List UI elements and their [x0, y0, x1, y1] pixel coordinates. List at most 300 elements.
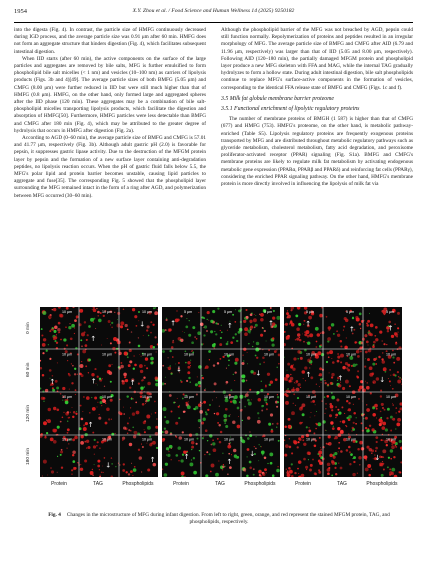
fluorescence-speckle — [128, 473, 130, 475]
fluorescence-speckle — [291, 475, 294, 477]
scale-bar-label: 10 μm — [346, 395, 357, 399]
scale-bar-label: 10 μm — [62, 352, 73, 357]
page-number: 1954 — [14, 8, 27, 15]
fluorescence-speckle — [150, 361, 153, 364]
fluorescence-speckle — [285, 323, 288, 326]
figure-caption — [34, 512, 404, 526]
fluorescence-speckle — [129, 417, 130, 418]
fluorescence-speckle — [310, 464, 313, 467]
fluorescence-speckle — [262, 327, 264, 329]
fluorescence-speckle — [287, 388, 289, 390]
fluorescence-speckle — [180, 315, 182, 317]
fluorescence-speckle — [126, 471, 128, 473]
fluorescence-speckle — [236, 458, 237, 459]
fluorescence-speckle — [80, 425, 81, 426]
fluorescence-speckle — [244, 317, 245, 318]
scale-bar-label: 5 μm — [184, 310, 193, 314]
fluorescence-speckle — [392, 388, 394, 390]
fluorescence-speckle — [289, 446, 292, 449]
fluorescence-speckle — [352, 473, 355, 476]
fluorescence-speckle — [156, 447, 158, 449]
fluorescence-speckle — [391, 429, 392, 430]
fluorescence-speckle — [141, 379, 143, 381]
fluorescence-speckle — [182, 431, 184, 433]
fluorescence-speckle — [133, 468, 137, 472]
fluorescence-speckle — [349, 385, 351, 387]
fluorescence-speckle — [346, 337, 347, 338]
fluorescence-speckle — [214, 331, 215, 332]
fluorescence-speckle — [58, 332, 60, 334]
fluorescence-speckle — [372, 406, 375, 409]
fluorescence-speckle — [366, 408, 370, 412]
fluorescence-speckle — [346, 400, 348, 402]
fluorescence-speckle — [312, 459, 314, 461]
fluorescence-speckle — [294, 382, 295, 383]
fluorescence-speckle — [175, 454, 178, 457]
fluorescence-speckle — [383, 456, 384, 457]
fluorescence-speckle — [256, 394, 257, 395]
subsection-heading: 3.5.1 Functional enrichment of lipolytic regulatory proteins — [221, 106, 360, 113]
fluorescence-speckle — [94, 439, 96, 441]
fluorescence-speckle — [123, 373, 127, 377]
fluorescence-speckle — [365, 427, 367, 429]
fluorescence-speckle — [97, 311, 100, 314]
fluorescence-speckle — [43, 338, 46, 341]
fluorescence-speckle — [286, 374, 290, 378]
fluorescence-speckle — [400, 447, 402, 450]
fluorescence-speckle — [221, 325, 222, 326]
fluorescence-speckle — [334, 452, 337, 455]
fluorescence-speckle — [80, 405, 82, 407]
fluorescence-speckle — [314, 415, 315, 416]
fluorescence-speckle — [357, 370, 359, 372]
fluorescence-speckle — [125, 324, 128, 327]
fluorescence-speckle — [327, 395, 330, 398]
fluorescence-speckle — [188, 377, 190, 379]
arrow-icon: ↑ — [170, 319, 177, 328]
fluorescence-speckle — [60, 450, 63, 453]
fluorescence-speckle — [76, 315, 79, 318]
row-label: 60 min — [26, 362, 31, 378]
fluorescence-speckle — [346, 449, 349, 452]
fluorescence-speckle — [357, 355, 360, 358]
fluorescence-speckle — [101, 471, 103, 473]
fluorescence-speckle — [368, 330, 370, 332]
fluorescence-speckle — [60, 314, 64, 318]
fluorescence-speckle — [286, 471, 289, 474]
fluorescence-speckle — [41, 334, 43, 336]
fluorescence-speckle — [133, 432, 134, 433]
fluorescence-speckle — [105, 422, 108, 425]
fluorescence-speckle — [293, 393, 295, 395]
fluorescence-speckle — [227, 445, 231, 449]
fluorescence-speckle — [249, 320, 252, 323]
fluorescence-speckle — [226, 343, 229, 346]
fluorescence-speckle — [51, 470, 54, 473]
fluorescence-speckle — [198, 385, 200, 387]
fluorescence-speckle — [132, 426, 134, 428]
fluorescence-speckle — [97, 441, 99, 443]
fluorescence-speckle — [62, 387, 65, 390]
fluorescence-speckle — [126, 395, 128, 397]
fluorescence-speckle — [293, 364, 294, 365]
fluorescence-speckle — [86, 339, 88, 341]
fluorescence-speckle — [327, 384, 329, 386]
fluorescence-speckle — [57, 472, 58, 473]
fluorescence-speckle — [277, 396, 279, 398]
fluorescence-speckle — [178, 406, 180, 408]
fluorescence-speckle — [54, 326, 58, 330]
scale-bar-label: 10 μm — [386, 437, 397, 442]
fluorescence-speckle — [338, 463, 339, 464]
fluorescence-speckle — [228, 415, 230, 417]
fluorescence-speckle — [166, 318, 167, 319]
fluorescence-speckle — [72, 438, 75, 441]
fluorescence-speckle — [156, 418, 157, 419]
fluorescence-speckle — [167, 454, 170, 457]
fluorescence-speckle — [245, 309, 247, 311]
fluorescence-speckle — [222, 453, 223, 454]
fluorescence-speckle — [63, 412, 64, 413]
fluorescence-speckle — [157, 309, 158, 310]
fluorescence-speckle — [398, 411, 400, 413]
fluorescence-speckle — [207, 319, 208, 320]
fluorescence-speckle — [284, 454, 287, 457]
fluorescence-speckle — [74, 368, 76, 370]
fluorescence-speckle — [203, 436, 204, 437]
fluorescence-speckle — [131, 331, 132, 332]
fluorescence-speckle — [285, 401, 289, 405]
fluorescence-speckle — [73, 411, 76, 414]
fluorescence-speckle — [93, 321, 94, 322]
fluorescence-speckle — [266, 408, 268, 410]
fluorescence-speckle — [231, 454, 232, 455]
fluorescence-speckle — [189, 320, 190, 321]
fluorescence-speckle — [79, 373, 82, 376]
fluorescence-speckle — [247, 329, 251, 333]
fluorescence-speckle — [308, 430, 311, 433]
fluorescence-speckle — [288, 380, 291, 383]
fluorescence-speckle — [252, 346, 253, 347]
fluorescence-speckle — [284, 331, 286, 333]
fluorescence-speckle — [375, 436, 378, 439]
row-label: 0 min — [26, 322, 31, 334]
fluorescence-speckle — [260, 389, 263, 392]
fluorescence-speckle — [213, 343, 216, 346]
fluorescence-speckle — [342, 387, 345, 390]
fluorescence-speckle — [43, 460, 47, 464]
fluorescence-speckle — [364, 366, 366, 368]
fluorescence-speckle — [163, 407, 167, 411]
fluorescence-speckle — [65, 326, 67, 328]
figure-label: Fig. 4 — [48, 512, 61, 518]
fluorescence-speckle — [218, 460, 219, 461]
fluorescence-speckle — [334, 467, 336, 469]
fluorescence-speckle — [387, 408, 390, 411]
fluorescence-speckle — [70, 323, 71, 324]
fluorescence-speckle — [138, 311, 140, 313]
fluorescence-speckle — [357, 448, 360, 451]
fluorescence-speckle — [335, 417, 336, 418]
fluorescence-speckle — [270, 307, 272, 309]
fluorescence-speckle — [75, 394, 76, 395]
fluorescence-speckle — [347, 410, 348, 411]
fluorescence-speckle — [305, 466, 308, 469]
fluorescence-speckle — [48, 408, 51, 411]
fluorescence-speckle — [118, 350, 120, 352]
fluorescence-speckle — [247, 416, 250, 419]
fluorescence-speckle — [304, 366, 307, 369]
fluorescence-speckle — [68, 443, 69, 444]
fluorescence-speckle — [261, 446, 262, 447]
fluorescence-speckle — [54, 340, 56, 342]
fluorescence-speckle — [74, 333, 75, 334]
fluorescence-speckle — [327, 337, 331, 341]
fluorescence-speckle — [92, 309, 93, 310]
fluorescence-speckle — [128, 429, 130, 431]
fluorescence-speckle — [331, 409, 333, 411]
fluorescence-speckle — [220, 431, 223, 434]
fluorescence-speckle — [101, 344, 102, 345]
fluorescence-speckle — [314, 472, 317, 475]
fluorescence-speckle — [228, 453, 230, 455]
fluorescence-speckle — [222, 466, 225, 469]
fluorescence-speckle — [133, 368, 135, 370]
fluorescence-speckle — [197, 438, 199, 440]
fluorescence-speckle — [277, 401, 279, 403]
fluorescence-speckle — [370, 392, 372, 394]
fluorescence-speckle — [365, 459, 367, 461]
fluorescence-speckle — [340, 345, 342, 347]
fluorescence-speckle — [368, 474, 371, 477]
fluorescence-speckle — [209, 404, 211, 406]
fluorescence-speckle — [397, 418, 401, 422]
fluorescence-speckle — [382, 461, 383, 462]
fluorescence-speckle — [397, 312, 400, 315]
fluorescence-speckle — [211, 444, 213, 446]
fluorescence-speckle — [155, 412, 157, 414]
fluorescence-speckle — [70, 412, 71, 413]
fluorescence-speckle — [315, 428, 317, 430]
fluorescence-speckle — [243, 360, 244, 361]
paragraph: Although the phospholipid barrier of the MFG was not breached by AGD, pepsin could still function normally. Repolymerization of proteins and peptides resulted in an irregular morphology of MFG. The average particle size of BMFG and CMFG after AID (6.79 and 11.96 μm, respectively) was larger than that of IID (5.05 and 8.00 μm, respectively). Following AID (120–180 min), the partially damaged MFGM protein and phospholipid layer produce a new MFG skeleton with FFA and MAG, while the internal TAG gradually hydrolyzes to form a hollow state. During adult intestinal digestion, bile salt phospholipids continue to replace MFG's surface-active components in the formation of vesicles, corresponding to the identical FFA release state of BMFG and CMFG (Figs. 1c and f). — [221, 27, 413, 91]
fluorescence-speckle — [287, 363, 290, 366]
fluorescence-speckle — [94, 454, 95, 455]
fluorescence-speckle — [102, 399, 106, 403]
fluorescence-speckle — [177, 398, 178, 399]
fluorescence-speckle — [353, 461, 355, 463]
fluorescence-speckle — [262, 473, 265, 476]
fluorescence-speckle — [214, 413, 215, 414]
fluorescence-speckle — [329, 350, 333, 354]
fluorescence-speckle — [396, 412, 397, 413]
fluorescence-speckle — [274, 350, 277, 353]
fluorescence-speckle — [81, 435, 84, 438]
fluorescence-speckle — [365, 467, 369, 471]
fluorescence-speckle — [390, 385, 391, 386]
paragraph: When IID starts (after 60 min), the active components on the surface of the large particles and aggregates are removed by bile salts, MFG is further emulsified to form phospholipid bile salt micelles (< 1 nm) and vesicles (10–100 nm) as carriers of lipolysis products (Figs. 3b and 4)[49]. The average particle sizes of both BMFG (5.05 μm) and CMFG (8.00 μm) were further reduced in IID but were still much higher than that of HMFG (0.8 μm). HMFG, on the other hand, only formed large and aggregated spheres after the IID phase (120 min). These aggregates may be a combination of bile salt-phospholipid micelles transporting lipolysis products, which facilitate the digestion and absorption of HMFG[50]. Furthermore, HMFG particles were less detectable than BMFG and CMFG after 180 min (Fig. 4), which may be attributed to the greater degree of hydrolysis that occurs in HMFG after digestion (Fig. 2a). — [14, 55, 206, 134]
fluorescence-speckle — [356, 375, 358, 377]
fluorescence-speckle — [124, 376, 126, 378]
fluorescence-speckle — [67, 432, 69, 434]
scale-bar-label: 10 μm — [224, 352, 235, 357]
fluorescence-speckle — [97, 460, 100, 463]
fluorescence-speckle — [166, 420, 170, 424]
scale-bar-label: 10 μm — [142, 352, 153, 357]
fluorescence-speckle — [60, 454, 62, 456]
fluorescence-speckle — [268, 349, 270, 351]
scale-bar-label: 10 μm — [142, 310, 153, 314]
fluorescence-speckle — [129, 360, 132, 363]
fluorescence-speckle — [182, 331, 183, 332]
fluorescence-speckle — [185, 402, 187, 404]
fluorescence-speckle — [320, 333, 321, 334]
fluorescence-speckle — [170, 459, 171, 460]
fluorescence-speckle — [85, 344, 88, 347]
fluorescence-speckle — [190, 360, 191, 361]
fluorescence-speckle — [373, 341, 376, 344]
fluorescence-speckle — [340, 450, 343, 453]
fluorescence-speckle — [318, 451, 322, 455]
fluorescence-speckle — [367, 464, 371, 468]
fluorescence-speckle — [117, 319, 118, 320]
fluorescence-speckle — [382, 449, 386, 453]
fluorescence-speckle — [108, 320, 111, 323]
fluorescence-speckle — [369, 448, 372, 451]
fluorescence-speckle — [387, 466, 389, 468]
fluorescence-speckle — [234, 380, 235, 381]
fluorescence-speckle — [179, 405, 180, 406]
fluorescence-speckle — [291, 411, 295, 415]
section-heading: 3.5 Milk fat globule membrane barrier proteome — [221, 95, 334, 102]
fluorescence-speckle — [247, 437, 250, 440]
fluorescence-speckle — [255, 348, 259, 352]
fluorescence-speckle — [122, 439, 123, 440]
fluorescence-speckle — [358, 456, 362, 460]
fluorescence-speckle — [238, 416, 239, 417]
fluorescence-speckle — [86, 440, 89, 443]
fluorescence-speckle — [293, 389, 295, 391]
fluorescence-speckle — [258, 470, 262, 474]
fluorescence-speckle — [93, 318, 95, 320]
fluorescence-speckle — [272, 423, 273, 424]
fluorescence-speckle — [284, 440, 285, 441]
fluorescence-speckle — [264, 468, 267, 471]
fluorescence-speckle — [48, 344, 49, 345]
fluorescence-speckle — [391, 335, 394, 338]
fluorescence-speckle — [310, 417, 311, 418]
fluorescence-speckle — [114, 352, 116, 354]
fluorescence-speckle — [291, 452, 293, 454]
fluorescence-speckle — [104, 386, 105, 387]
scale-bar-label: 10 μm — [224, 437, 235, 442]
fluorescence-speckle — [81, 345, 83, 347]
fluorescence-speckle — [321, 382, 322, 383]
fluorescence-speckle — [247, 363, 248, 364]
scale-bar-label: 10 μm — [184, 352, 195, 357]
fluorescence-speckle — [382, 440, 383, 441]
fluorescence-speckle — [79, 309, 83, 313]
fluorescence-speckle — [72, 454, 74, 456]
fluorescence-speckle — [81, 418, 84, 421]
fluorescence-speckle — [52, 309, 53, 310]
fluorescence-speckle — [367, 320, 370, 323]
fluorescence-speckle — [85, 365, 87, 367]
fluorescence-speckle — [310, 357, 311, 358]
fluorescence-speckle — [43, 421, 47, 425]
fluorescence-speckle — [300, 357, 303, 360]
fluorescence-speckle — [181, 381, 183, 383]
fluorescence-speckle — [106, 408, 110, 412]
fluorescence-speckle — [107, 338, 108, 339]
fluorescence-speckle — [319, 314, 323, 318]
fluorescence-speckle — [383, 367, 387, 371]
fluorescence-speckle — [171, 411, 173, 413]
fluorescence-speckle — [149, 443, 152, 446]
fluorescence-speckle — [308, 427, 309, 428]
fluorescence-speckle — [255, 324, 258, 327]
fluorescence-speckle — [401, 384, 402, 385]
fluorescence-speckle — [386, 444, 388, 446]
fluorescence-speckle — [215, 473, 219, 477]
fluorescence-speckle — [381, 474, 384, 477]
fluorescence-speckle — [310, 412, 311, 413]
fluorescence-speckle — [197, 376, 198, 377]
fluorescence-speckle — [297, 358, 299, 360]
fluorescence-speckle — [131, 463, 132, 464]
fluorescence-speckle — [171, 448, 172, 449]
fluorescence-speckle — [385, 371, 387, 373]
fluorescence-speckle — [347, 369, 350, 372]
fluorescence-speckle — [204, 389, 206, 391]
fluorescence-speckle — [303, 378, 304, 379]
fluorescence-speckle — [249, 461, 252, 464]
fluorescence-speckle — [337, 427, 340, 430]
fluorescence-speckle — [325, 408, 326, 409]
fluorescence-speckle — [171, 346, 174, 349]
fluorescence-speckle — [316, 424, 318, 426]
fluorescence-speckle — [362, 338, 365, 341]
fluorescence-speckle — [209, 359, 210, 360]
fluorescence-speckle — [371, 468, 372, 469]
fluorescence-speckle — [154, 401, 156, 403]
fluorescence-speckle — [390, 458, 392, 460]
fluorescence-speckle — [76, 411, 77, 412]
fluorescence-speckle — [366, 429, 369, 432]
fluorescence-speckle — [74, 436, 78, 440]
fluorescence-speckle — [261, 451, 265, 455]
fluorescence-speckle — [52, 375, 54, 377]
fluorescence-speckle — [129, 349, 132, 352]
fluorescence-speckle — [400, 461, 402, 463]
fluorescence-speckle — [194, 336, 195, 337]
fluorescence-speckle — [308, 459, 309, 460]
fluorescence-speckle — [333, 453, 334, 454]
fluorescence-speckle — [309, 469, 312, 472]
fluorescence-speckle — [210, 330, 213, 333]
fluorescence-speckle — [62, 400, 63, 401]
fluorescence-speckle — [284, 425, 287, 428]
fluorescence-speckle — [303, 324, 304, 325]
fluorescence-speckle — [122, 469, 125, 472]
fluorescence-speckle — [129, 443, 132, 446]
fluorescence-speckle — [345, 380, 349, 384]
fluorescence-speckle — [317, 422, 321, 426]
fluorescence-speckle — [291, 307, 295, 310]
fluorescence-speckle — [138, 383, 140, 385]
fluorescence-speckle — [147, 468, 150, 471]
fluorescence-speckle — [260, 334, 263, 337]
